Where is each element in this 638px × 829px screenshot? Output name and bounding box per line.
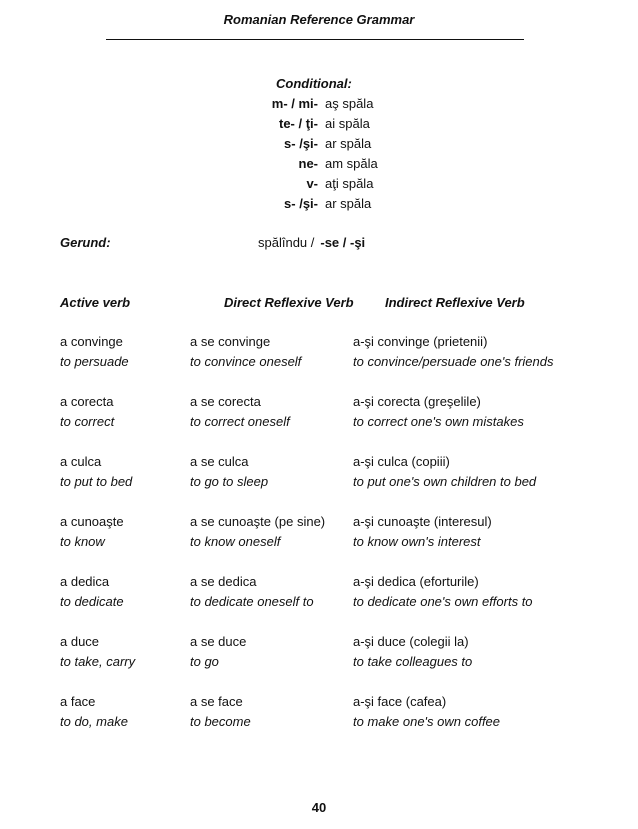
direct-reflexive-translation: to know oneself xyxy=(190,534,281,549)
active-verb: a corecta xyxy=(60,394,114,409)
direct-reflexive-verb: a se convinge xyxy=(190,334,271,349)
active-verb: a culca xyxy=(60,454,102,469)
verb-entry xyxy=(0,574,638,634)
verb-table xyxy=(0,334,638,754)
active-verb-translation: to persuade xyxy=(60,354,129,369)
direct-reflexive-verb: a se corecta xyxy=(190,394,261,409)
indirect-reflexive-verb: a-şi duce (colegii la) xyxy=(353,634,469,649)
direct-reflexive-translation: to dedicate oneself to xyxy=(190,594,314,609)
active-verb-translation: to do, make xyxy=(60,714,128,729)
direct-reflexive-verb: a se dedica xyxy=(190,574,257,589)
conditional-row xyxy=(200,156,450,176)
indirect-reflexive-verb: a-şi corecta (greşelile) xyxy=(353,394,481,409)
active-verb-translation: to know xyxy=(60,534,105,549)
gerund-label: Gerund: xyxy=(60,235,111,250)
conditional-row xyxy=(200,96,450,116)
conditional-prefix: v- xyxy=(306,176,318,191)
header-rule xyxy=(106,39,524,40)
indirect-reflexive-translation: to correct one's own mistakes xyxy=(353,414,524,429)
conditional-prefix: ne- xyxy=(298,156,318,171)
conditional-row xyxy=(200,136,450,156)
indirect-reflexive-translation: to put one's own children to bed xyxy=(353,474,537,489)
direct-reflexive-translation: to become xyxy=(190,714,251,729)
direct-reflexive-translation: to convince oneself xyxy=(190,354,302,369)
page-number: 40 xyxy=(311,800,327,815)
indirect-reflexive-verb: a-şi dedica (eforturile) xyxy=(353,574,479,589)
gerund-form: spălîndu / xyxy=(258,235,315,250)
running-head: Romanian Reference Grammar xyxy=(223,12,415,27)
conditional-prefix: m- / mi- xyxy=(271,96,318,111)
active-verb: a face xyxy=(60,694,96,709)
conditional-form: ar spăla xyxy=(325,136,372,151)
active-verb: a cunoaşte xyxy=(60,514,124,529)
active-verb: a dedica xyxy=(60,574,110,589)
direct-reflexive-verb: a se face xyxy=(190,694,243,709)
column-header-indirect: Indirect Reflexive Verb xyxy=(385,295,525,310)
column-header-direct: Direct Reflexive Verb xyxy=(224,295,354,310)
direct-reflexive-verb: a se cunoaşte (pe sine) xyxy=(190,514,326,529)
conditional-list xyxy=(200,96,450,216)
conditional-row xyxy=(200,196,450,216)
gerund xyxy=(258,235,365,250)
direct-reflexive-translation: to correct oneself xyxy=(190,414,290,429)
conditional-form: am spăla xyxy=(325,156,378,171)
verb-entry xyxy=(0,694,638,754)
indirect-reflexive-translation: to make one's own coffee xyxy=(353,714,501,729)
active-verb-translation: to dedicate xyxy=(60,594,124,609)
conditional-title: Conditional: xyxy=(276,76,352,91)
direct-reflexive-translation: to go to sleep xyxy=(190,474,269,489)
active-verb: a convinge xyxy=(60,334,123,349)
conditional-prefix: s- /şi- xyxy=(284,196,318,211)
verb-entry xyxy=(0,394,638,454)
verb-entry xyxy=(0,634,638,694)
column-header-active: Active verb xyxy=(60,295,131,310)
direct-reflexive-verb: a se duce xyxy=(190,634,247,649)
direct-reflexive-verb: a se culca xyxy=(190,454,249,469)
conditional-row xyxy=(200,176,450,196)
conditional-row xyxy=(200,116,450,136)
gerund-suffix: -se / -şi xyxy=(320,235,366,250)
conditional-form: ai spăla xyxy=(325,116,370,131)
indirect-reflexive-verb: a-şi face (cafea) xyxy=(353,694,447,709)
direct-reflexive-translation: to go xyxy=(190,654,219,669)
active-verb-translation: to correct xyxy=(60,414,115,429)
verb-entry xyxy=(0,334,638,394)
verb-entry xyxy=(0,454,638,514)
conditional-prefix: te- / ţi- xyxy=(279,116,318,131)
indirect-reflexive-verb: a-şi cunoaşte (interesul) xyxy=(353,514,492,529)
conditional-form: ar spăla xyxy=(325,196,372,211)
active-verb: a duce xyxy=(60,634,100,649)
conditional-prefix: s- /şi- xyxy=(284,136,318,151)
indirect-reflexive-translation: to convince/persuade one's friends xyxy=(353,354,554,369)
conditional-form: aş spăla xyxy=(325,96,374,111)
active-verb-translation: to take, carry xyxy=(60,654,136,669)
indirect-reflexive-verb: a-şi culca (copiii) xyxy=(353,454,450,469)
conditional-form: aţi spăla xyxy=(325,176,374,191)
indirect-reflexive-translation: to take colleagues to xyxy=(353,654,473,669)
active-verb-translation: to put to bed xyxy=(60,474,133,489)
indirect-reflexive-verb: a-şi convinge (prietenii) xyxy=(353,334,488,349)
indirect-reflexive-translation: to dedicate one's own efforts to xyxy=(353,594,533,609)
verb-entry xyxy=(0,514,638,574)
indirect-reflexive-translation: to know own's interest xyxy=(353,534,481,549)
